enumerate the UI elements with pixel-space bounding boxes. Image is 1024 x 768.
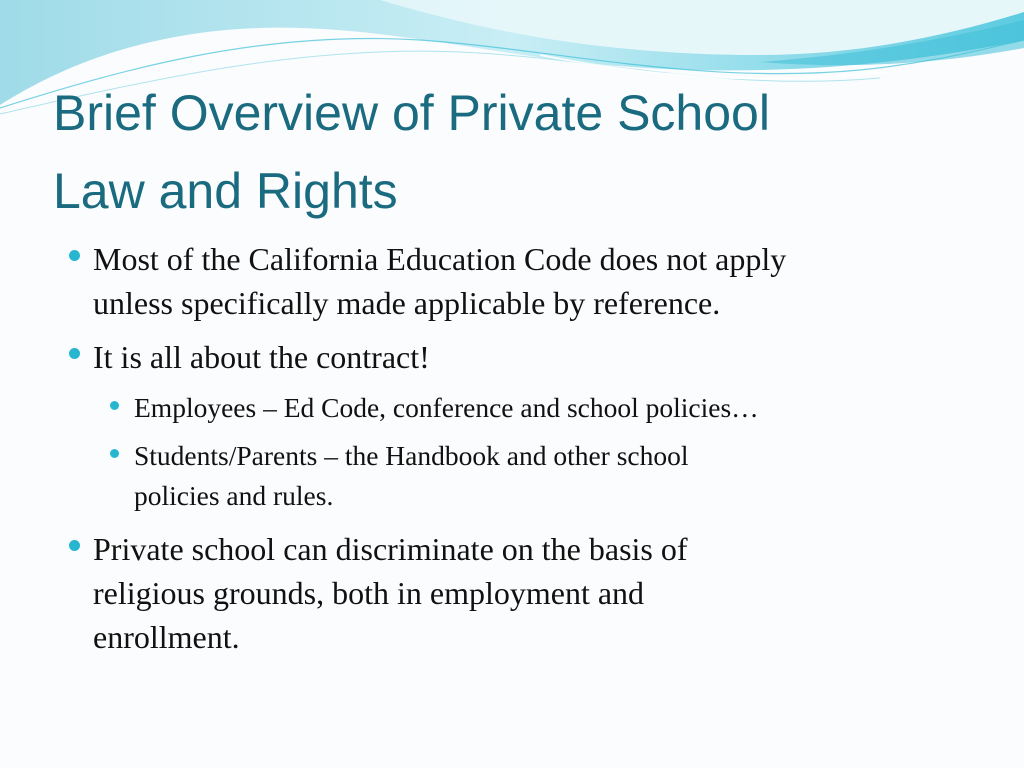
bullet-text-line: It is all about the contract! xyxy=(93,339,430,375)
bullet-icon xyxy=(69,348,80,359)
bullet-icon xyxy=(69,250,80,261)
slide-title xyxy=(53,74,1003,230)
bullet-item xyxy=(93,335,993,379)
bullet-text-line: Most of the California Education Code does not apply xyxy=(93,241,787,277)
bullet-text-line: unless specifically made applicable by reference. xyxy=(93,285,721,321)
bullet-text-line: Students/Parents – the Handbook and other school xyxy=(134,440,689,471)
bullet-icon xyxy=(110,449,119,458)
bullet-icon xyxy=(110,401,119,410)
bullet-text-line: religious grounds, both in employment and xyxy=(93,575,645,611)
bullet-text-line: enrollment. xyxy=(93,619,240,655)
sub-bullet-item xyxy=(134,436,994,516)
bullet-icon xyxy=(69,540,80,551)
slide-title-line-1: Brief Overview of Private School xyxy=(53,85,770,141)
bullet-item xyxy=(93,527,993,659)
bullet-text-line: policies and rules. xyxy=(134,480,334,511)
bullet-text-line: Employees – Ed Code, conference and school policies… xyxy=(134,392,759,423)
sub-bullet-item xyxy=(134,388,994,428)
slide-title-line-2: Law and Rights xyxy=(53,163,398,219)
bullet-item xyxy=(93,237,993,325)
bullet-text-line: Private school can discriminate on the basis of xyxy=(93,531,688,567)
